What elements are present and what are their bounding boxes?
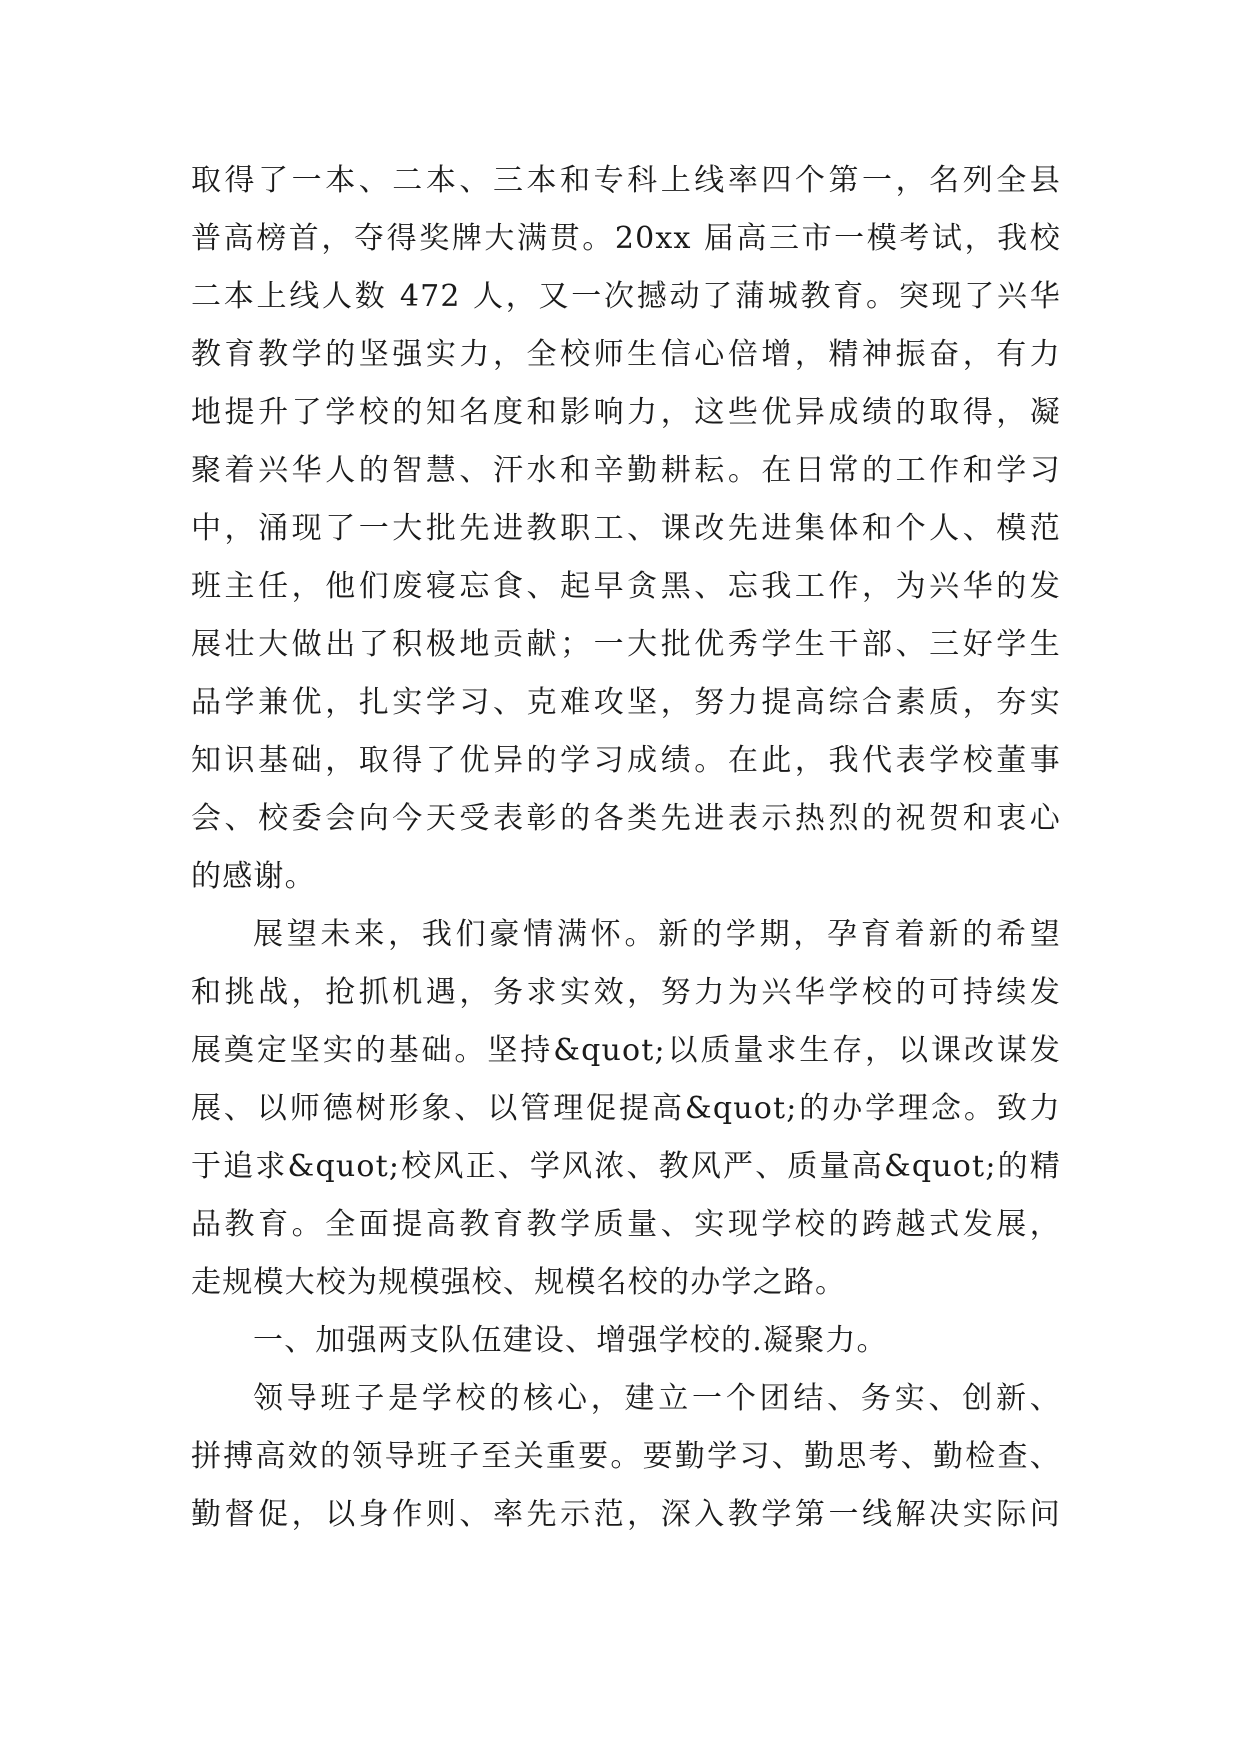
text-line: 勤督促，以身作则、率先示范，深入教学第一线解决实际问 xyxy=(191,1497,1061,1532)
text-line: 展望未来，我们豪情满怀。新的学期，孕育着新的希望 xyxy=(253,917,1061,952)
text-line: 品学兼优，扎实学习、克难攻坚，努力提高综合素质，夯实 xyxy=(191,685,1061,720)
text-line: 于追求&quot;校风正、学风浓、教风严、质量高&quot;的精 xyxy=(191,1149,1061,1184)
text-line: 领导班子是学校的核心，建立一个团结、务实、创新、 xyxy=(253,1381,1061,1416)
text-line: 的感谢。 xyxy=(191,859,316,894)
text-line: 二本上线人数 472 人，又一次撼动了蒲城教育。突现了兴华 xyxy=(191,279,1061,314)
text-line: 教育教学的坚强实力，全校师生信心倍增，精神振奋，有力 xyxy=(191,337,1061,372)
body-text xyxy=(191,152,1061,1544)
text-line: 会、校委会向今天受表彰的各类先进表示热烈的祝贺和衷心 xyxy=(191,801,1061,836)
text-line: 知识基础，取得了优异的学习成绩。在此，我代表学校董事 xyxy=(191,743,1061,778)
text-line: 拼搏高效的领导班子至关重要。要勤学习、勤思考、勤检查、 xyxy=(191,1439,1061,1474)
text-line: 地提升了学校的知名度和影响力，这些优异成绩的取得，凝 xyxy=(191,395,1061,430)
text-line: 取得了一本、二本、三本和专科上线率四个第一，名列全县 xyxy=(191,163,1061,198)
text-line: 和挑战，抢抓机遇，务求实效，努力为兴华学校的可持续发 xyxy=(191,975,1061,1010)
text-line: 展奠定坚实的基础。坚持&quot;以质量求生存，以课改谋发 xyxy=(191,1033,1061,1068)
text-line: 普高榜首，夺得奖牌大满贯。20xx 届高三市一模考试，我校 xyxy=(191,221,1061,256)
text-line: 品教育。全面提高教育教学质量、实现学校的跨越式发展， xyxy=(191,1207,1061,1242)
text-line: 班主任，他们废寝忘食、起早贪黑、忘我工作，为兴华的发 xyxy=(191,569,1061,604)
text-line: 聚着兴华人的智慧、汗水和辛勤耕耘。在日常的工作和学习 xyxy=(191,453,1061,488)
text-line: 中，涌现了一大批先进教职工、课改先进集体和个人、模范 xyxy=(191,511,1061,546)
text-line: 走规模大校为规模强校、规模名校的办学之路。 xyxy=(191,1265,847,1300)
text-line: 展壮大做出了积极地贡献；一大批优秀学生干部、三好学生 xyxy=(191,627,1061,662)
section-heading: 一、加强两支队伍建设、增强学校的.凝聚力。 xyxy=(253,1323,888,1358)
text-line: 展、以师德树形象、以管理促提高&quot;的办学理念。致力 xyxy=(191,1091,1061,1126)
